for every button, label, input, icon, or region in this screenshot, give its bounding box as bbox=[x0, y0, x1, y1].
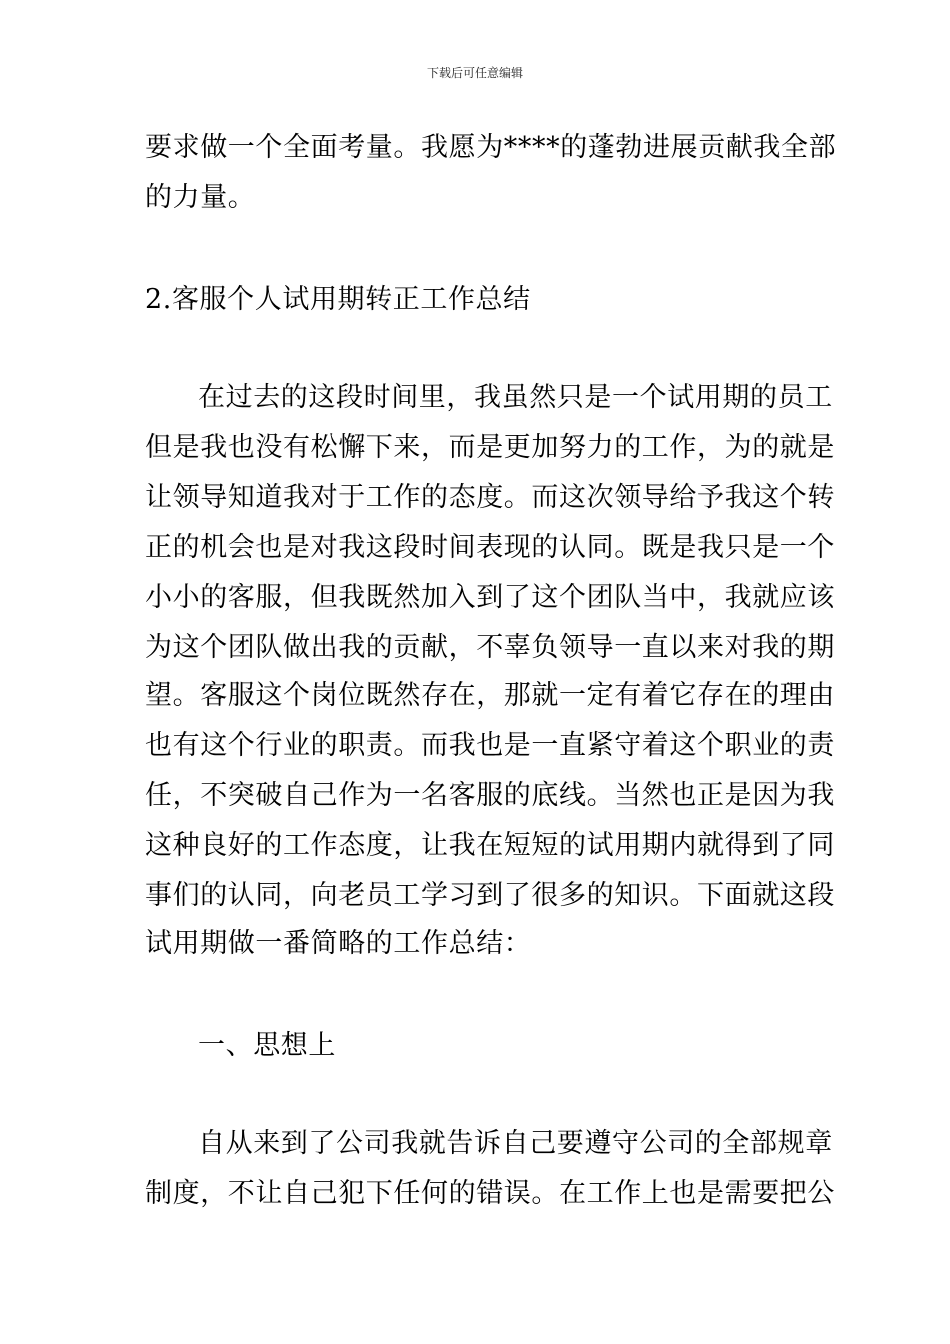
paragraph-line: 制度，不让自己犯下任何的错误。在工作上也是需要把公 bbox=[145, 1178, 835, 1209]
paragraph-line: 事们的认同，向老员工学习到了很多的知识。下面就这段 bbox=[145, 880, 835, 911]
page-header: 下载后可任意编辑 bbox=[426, 66, 523, 80]
paragraph-line: 的力量。 bbox=[145, 182, 256, 213]
paragraph-line: 要求做一个全面考量。我愿为****的蓬勃进展贡献我全部 bbox=[145, 132, 837, 163]
paragraph-line: 正的机会也是对我这段时间表现的认同。既是我只是一个 bbox=[145, 532, 835, 563]
subsection-heading: 一、思想上 bbox=[198, 1030, 336, 1061]
paragraph-line: 让领导知道我对于工作的态度。而这次领导给予我这个转 bbox=[145, 482, 835, 513]
paragraph-line: 小小的客服，但我既然加入到了这个团队当中，我就应该 bbox=[145, 582, 835, 613]
paragraph-line: 试用期做一番简略的工作总结： bbox=[145, 928, 532, 959]
paragraph-line: 在过去的这段时间里，我虽然只是一个试用期的员工 bbox=[198, 382, 833, 413]
paragraph-line: 这种良好的工作态度，让我在短短的试用期内就得到了同 bbox=[145, 830, 835, 861]
section-heading: 2.客服个人试用期转正工作总结 bbox=[145, 284, 531, 315]
paragraph-line: 但是我也没有松懈下来，而是更加努力的工作，为的就是 bbox=[145, 432, 835, 463]
paragraph-line: 任，不突破自己作为一名客服的底线。当然也正是因为我 bbox=[145, 780, 835, 811]
paragraph-line: 也有这个行业的职责。而我也是一直紧守着这个职业的责 bbox=[145, 730, 835, 761]
paragraph-line: 为这个团队做出我的贡献，不辜负领导一直以来对我的期 bbox=[145, 632, 835, 663]
paragraph-line: 望。客服这个岗位既然存在，那就一定有着它存在的理由 bbox=[145, 680, 835, 711]
paragraph-line: 自从来到了公司我就告诉自己要遵守公司的全部规章 bbox=[198, 1128, 833, 1159]
